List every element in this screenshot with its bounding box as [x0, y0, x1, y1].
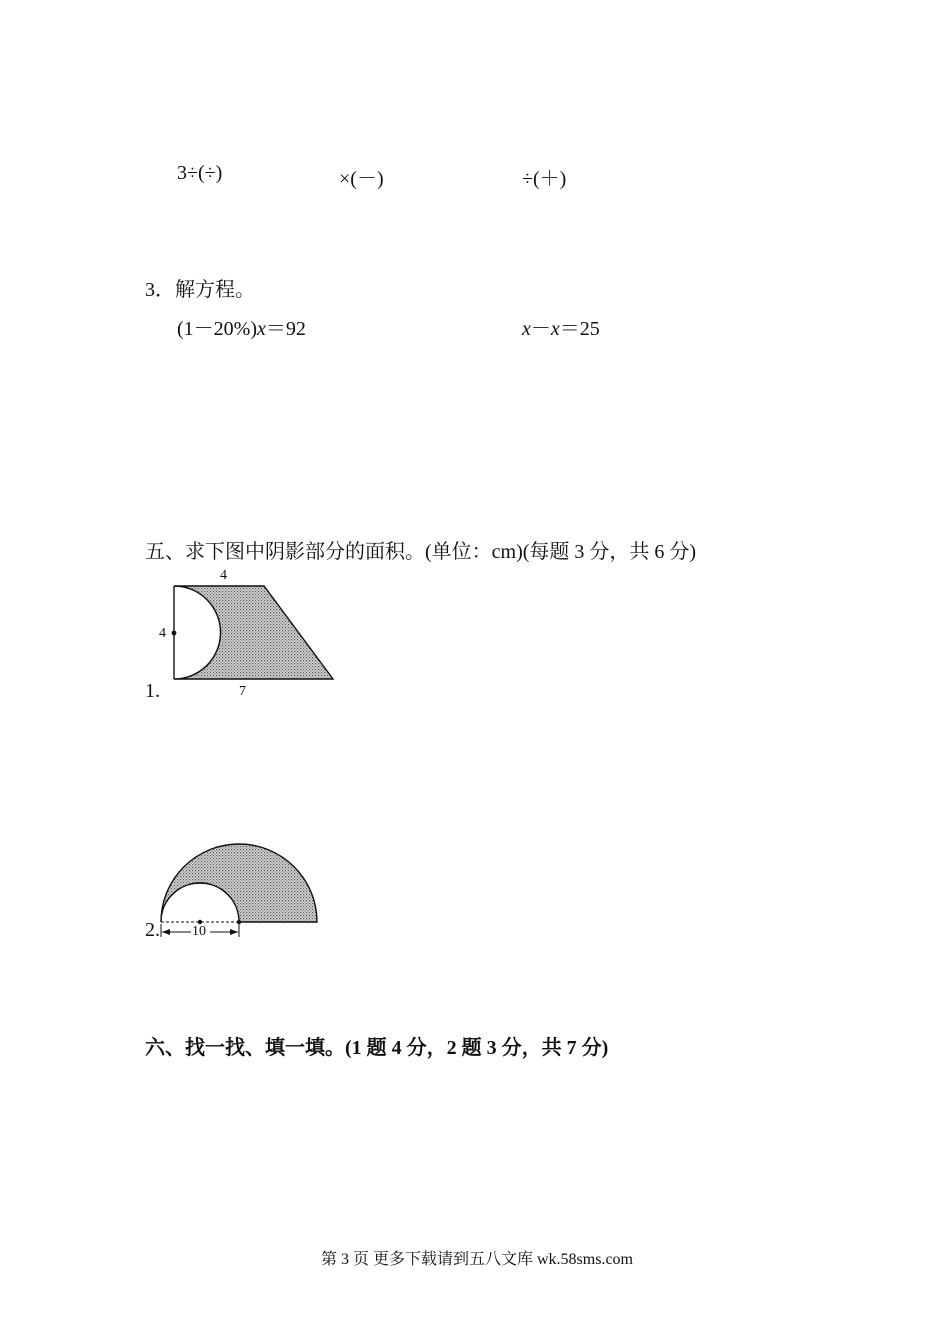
equation-1-lhs: (1－20%): [177, 318, 257, 340]
figure-1-bottom-length: 7: [239, 684, 246, 699]
figure-2-arrow-left: [162, 929, 170, 935]
equation-2-var-b: x: [550, 318, 560, 340]
figure-1-top-length: 4: [220, 568, 227, 583]
expression-1: 3÷(÷): [177, 162, 223, 184]
figure-2-arrow-right: [230, 929, 238, 935]
figure-1-number: 1.: [145, 680, 160, 702]
figure-2-end-dot: [237, 920, 241, 924]
equation-1-rhs: ＝92: [265, 318, 306, 340]
figure-1-side-length: 4: [159, 626, 166, 641]
section-6-title: 六、找一找、填一填。(1 题 4 分，2 题 3 分，共 7 分): [145, 1037, 609, 1059]
figure-2-number: 2.: [145, 919, 160, 941]
equation-2-rhs: ＝25: [559, 318, 600, 340]
figure-2-diameter-label: 10: [192, 924, 206, 939]
section-5-title: 五、求下图中阴影部分的面积。(单位：cm)(每题 3 分，共 6 分): [145, 541, 697, 563]
question-3-label: 3．解方程。: [145, 279, 255, 301]
equation-2-minus: －: [530, 318, 551, 340]
equation-1-var: x: [256, 318, 266, 340]
expression-3: ÷(＋): [522, 168, 567, 190]
page-footer: 第 3 页 更多下载请到五八文库 wk.58sms.com: [321, 1251, 634, 1268]
expression-2: ×(－): [339, 168, 384, 190]
equation-2-var-a: x: [522, 318, 531, 340]
